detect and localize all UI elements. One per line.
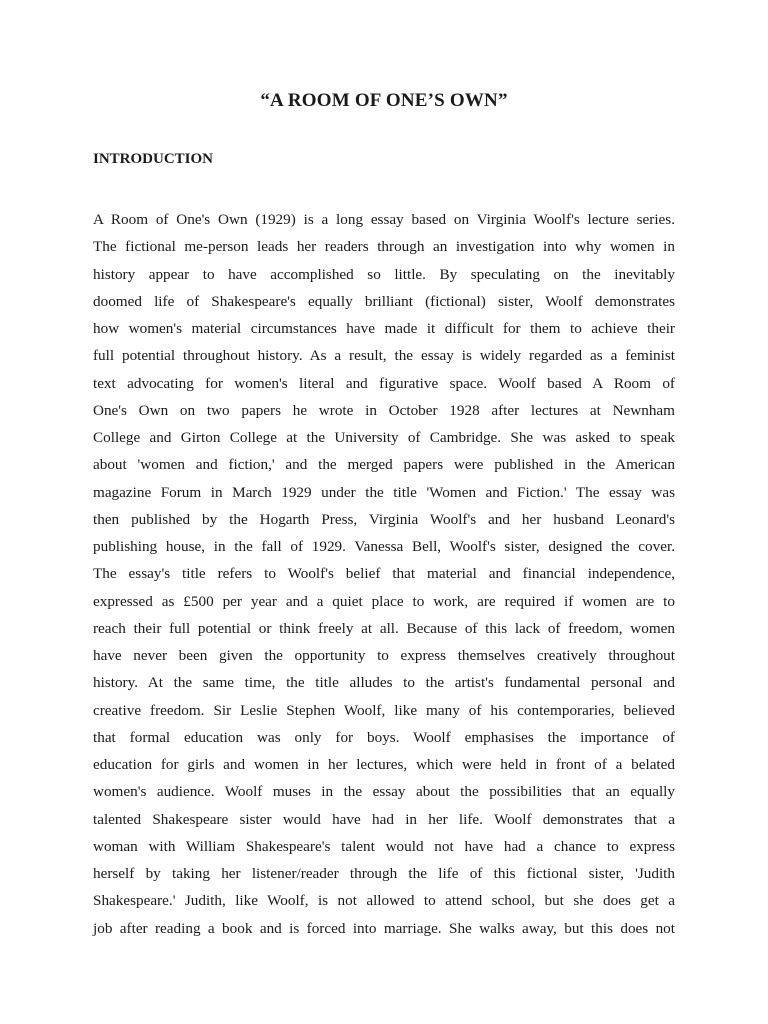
introduction-paragraph [93, 206, 675, 942]
paragraph-line: herself by taking her listener/reader through the life of this fictional sister, 'Judith [93, 865, 675, 882]
section-heading-introduction: INTRODUCTION [93, 151, 214, 167]
paragraph-line: expressed as £500 per year and a quiet place to work, are required if women are to [93, 592, 675, 610]
paragraph-line: woman with William Shakespeare's talent would not have had a chance to express [93, 837, 675, 855]
document-title: “A ROOM OF ONE’S OWN” [260, 90, 508, 111]
paragraph-line: how women's material circumstances have made it difficult for them to achieve their [93, 320, 675, 337]
paragraph-line: reach their full potential or think freely at all. Because of this lack of freedom, women [93, 619, 675, 637]
paragraph-line: magazine Forum in March 1929 under the title 'Women and Fiction.' The essay was [93, 483, 675, 501]
paragraph-line: full potential throughout history. As a result, the essay is widely regarded as a feminist [93, 347, 675, 365]
paragraph-line: Shakespeare.' Judith, like Woolf, is not allowed to attend school, but she does get a [93, 892, 675, 910]
paragraph-line: have never been given the opportunity to express themselves creatively throughout [93, 647, 675, 664]
paragraph-line: education for girls and women in her lectures, which were held in front of a belated [93, 756, 675, 773]
paragraph-line: doomed life of Shakespeare's equally brilliant (fictional) sister, Woolf demonstrates [93, 292, 675, 310]
paragraph-line: that formal education was only for boys. Woolf emphasises the importance of [93, 728, 675, 746]
paragraph-line: history. At the same time, the title alludes to the artist's fundamental personal and [93, 674, 675, 692]
paragraph-line: about 'women and fiction,' and the merged papers were published in the American [93, 456, 675, 474]
paragraph-line: The fictional me-person leads her readers through an investigation into why women in [93, 238, 675, 256]
paragraph-line: publishing house, in the fall of 1929. Vanessa Bell, Woolf's sister, designed the cover. [93, 538, 675, 555]
paragraph-line: text advocating for women's literal and figurative space. Woolf based A Room of [93, 374, 675, 392]
paragraph-line: College and Girton College at the University of Cambridge. She was asked to speak [93, 429, 675, 446]
paragraph-line: creative freedom. Sir Leslie Stephen Woolf, like many of his contemporaries, believed [93, 701, 675, 719]
paragraph-line: then published by the Hogarth Press, Virginia Woolf's and her husband Leonard's [93, 510, 675, 528]
paragraph-line: talented Shakespeare sister would have had in her life. Woolf demonstrates that a [93, 810, 675, 828]
paragraph-line: history appear to have accomplished so little. By speculating on the inevitably [93, 265, 675, 283]
paragraph-line: The essay's title refers to Woolf's belief that material and financial independence, [93, 565, 675, 583]
paragraph-line: women's audience. Woolf muses in the essay about the possibilities that an equally [93, 783, 675, 801]
paragraph-line: A Room of One's Own (1929) is a long essay based on Virginia Woolf's lecture series. [93, 211, 675, 228]
paragraph-line: job after reading a book and is forced into marriage. She walks away, but this does not [93, 919, 675, 937]
paragraph-line: One's Own on two papers he wrote in October 1928 after lectures at Newnham [93, 401, 675, 419]
